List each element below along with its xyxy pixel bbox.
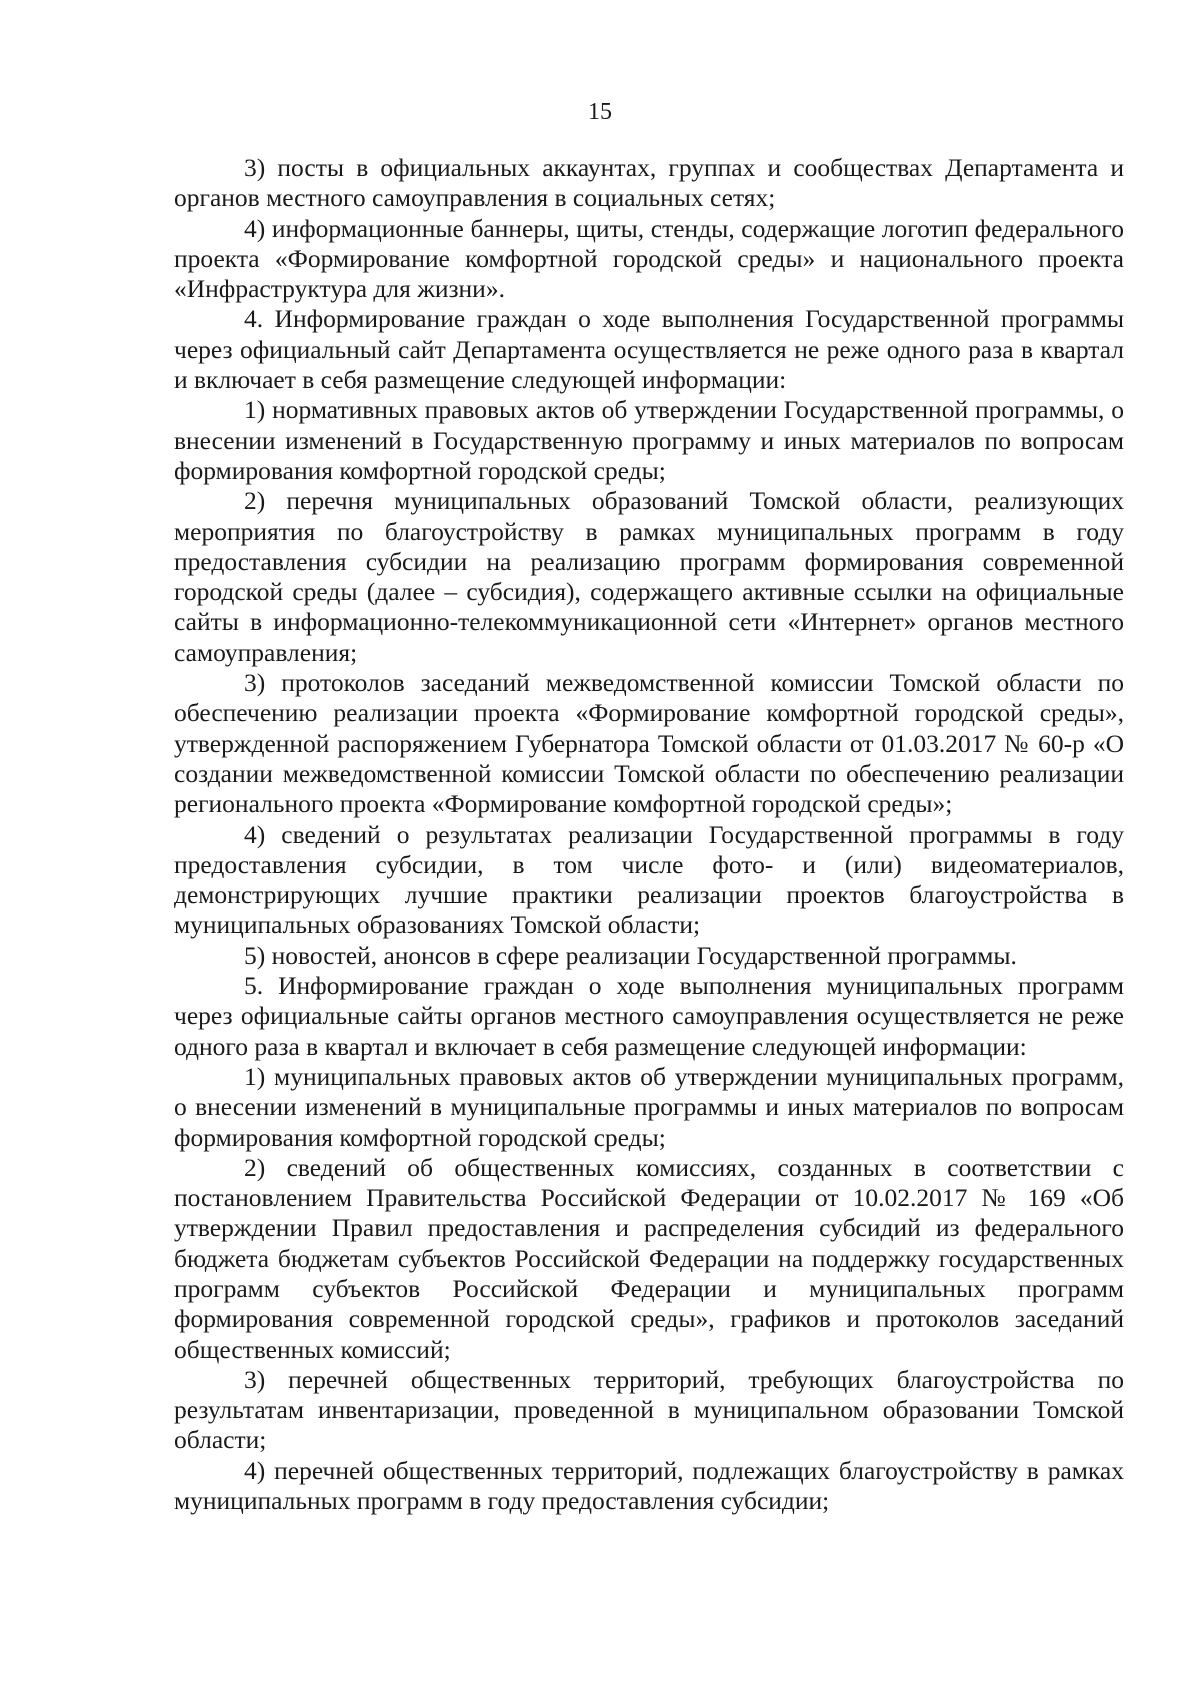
paragraph: 3) протоколов заседаний межведомственной комиссии Томской области по обеспечению реализации проекта «Формирование комфортной городской среды», утвержденной распоряжением Губернатора Томской области от 01.03.2017 № 60-р «О создании межведомственной комиссии Томской области по обеспечению реализации регионального проекта «Формирование комфортной городской среды»;	[174, 668, 1124, 819]
paragraph: 4) сведений о результатах реализации Государственной программы в году предоставления субсидии, в том числе фото- и (или) видеоматериалов, демонстрирующих лучшие практики реализации проектов благоустройства в муниципальных образованиях Томской области;	[174, 819, 1124, 940]
paragraph: 1) нормативных правовых актов об утверждении Государственной программы, о внесении изменений в Государственную программу и иных материалов по вопросам формирования комфортной городской среды;	[174, 395, 1124, 485]
paragraph: 5) новостей, анонсов в сфере реализации Государственной программы.	[244, 940, 1017, 970]
page-number: 15	[588, 99, 612, 125]
document-body	[174, 153, 1124, 1516]
paragraph: 2) сведений об общественных комиссиях, созданных в соответствии с постановлением Правительства Российской Федерации от 10.02.2017 № 169 «Об утверждении Правил предоставления и распределения субсидий из федерального бюджета бюджетам субъектов Российской Федерации на поддержку государственных программ субъектов Российской Федерации и муниципальных программ формирования современной городской среды», графиков и протоколов заседаний общественных комиссий;	[174, 1152, 1124, 1364]
paragraph: 5. Информирование граждан о ходе выполнения муниципальных программ через официальные сайты органов местного самоуправления осуществляется не реже одного раза в квартал и включает в себя размещение следующей информации:	[174, 971, 1124, 1061]
paragraph: 4) информационные баннеры, щиты, стенды, содержащие логотип федерального проекта «Формирование комфортной городской среды» и национального проекта «Инфраструктура для жизни».	[174, 213, 1124, 304]
paragraph: 3) перечней общественных территорий, требующих благоустройства по результатам инвентаризации, проведенной в муниципальном образовании Томской области;	[174, 1364, 1124, 1455]
paragraph: 4) перечней общественных территорий, подлежащих благоустройству в рамках муниципальных программ в году предоставления субсидии;	[174, 1455, 1124, 1516]
paragraph: 2) перечня муниципальных образований Томской области, реализующих мероприятия по благоустройству в рамках муниципальных программ в году предоставления субсидии на реализацию программ формирования современной городской среды (далее – субсидия), содержащего активные ссылки на официальные сайты в информационно-телекоммуникационной сети «Интернет» органов местного самоуправления;	[174, 486, 1124, 667]
paragraph: 3) посты в официальных аккаунтах, группах и сообществах Департамента и органов местного самоуправления в социальных сетях;	[174, 153, 1124, 213]
paragraph: 1) муниципальных правовых актов об утверждении муниципальных программ, о внесении изменений в муниципальные программы и иных материалов по вопросам формирования комфортной городской среды;	[174, 1061, 1124, 1152]
paragraph: 4. Информирование граждан о ходе выполнения Государственной программы через официальный сайт Департамента осуществляется не реже одного раза в квартал и включает в себя размещение следующей информации:	[174, 304, 1124, 395]
